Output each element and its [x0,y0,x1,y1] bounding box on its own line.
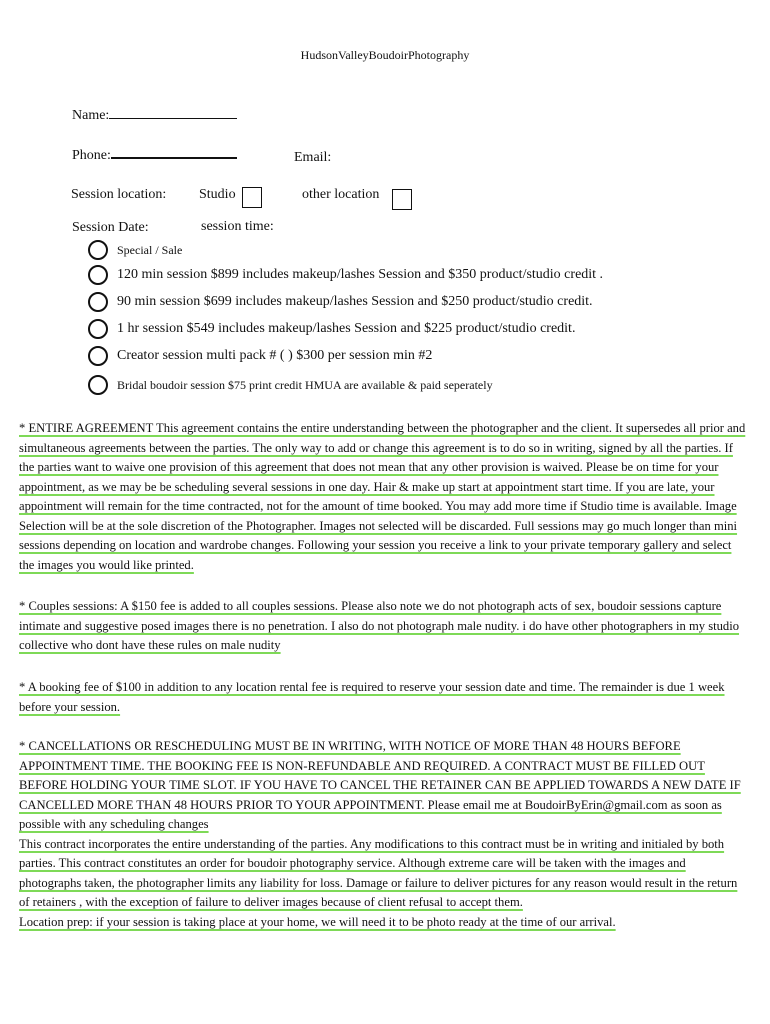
page-title: HudsonValleyBoudoirPhotography [300,48,470,62]
option-label: 1 hr session $549 includes makeup/lashes Session and $225 product/studio credit. [117,321,576,336]
phone-label: Phone: [72,148,111,163]
option-label: 90 min session $699 includes makeup/lashes Session and $250 product/studio credit. [117,294,593,309]
option-label: Creator session multi pack # ( ) $300 per session min #2 [117,348,433,363]
booking-fee-paragraph [19,678,749,717]
option-90-min[interactable] [88,292,593,312]
studio-label: Studio [199,187,236,202]
session-time-label: session time: [201,219,274,234]
contract-text: This contract incorporates the entire understanding of the parties. Any modifications to this contract must be in writing and initialed by both parties. This contract constitutes an order for boudoir photography service. Although extreme care will be taken with the images and photographs taken, the photographer limits any liability for loss. Damage or failure to deliver pictures for any reason would result in the return of retainers , with the exception of failure to deliver images because of client refusal to accept them. [19,836,738,909]
other-location-label: other location [302,187,380,202]
option-120-min[interactable] [88,265,603,285]
option-bridal-boudoir[interactable] [88,375,493,395]
couples-paragraph [19,597,749,656]
name-field[interactable] [72,106,237,124]
radio-circle[interactable] [88,240,108,260]
radio-circle[interactable] [88,375,108,395]
session-date-label: Session Date: [72,220,149,235]
option-label: 120 min session $899 includes makeup/lashes Session and $350 product/studio credit . [117,267,604,282]
email-label: Email: [294,150,332,165]
couples-text: * Couples sessions: A $150 fee is added to all couples sessions. Please also note we do not photograph acts of sex, boudoir sessions capture intimate and suggestive posed images there is no penetration. I also do not photograph male nudity. i do have other photographers in my studio collective who dont have these rules on male nudity [19,599,740,652]
cancellations-paragraph [19,737,749,932]
session-location-label: Session location: [71,187,167,202]
option-special-sale[interactable] [88,240,182,260]
option-creator-multi-pack[interactable] [88,346,432,366]
option-label: Special / Sale [117,242,183,257]
location-prep-text: Location prep: if your session is taking place at your home, we will need it to be photo ready at the time of our arrival. [19,914,616,929]
other-location-checkbox[interactable] [392,189,412,210]
phone-line[interactable] [111,145,237,159]
option-label: Bridal boudoir session $75 print credit HMUA are available & paid seperately [117,377,493,392]
option-1-hr[interactable] [88,319,575,339]
radio-circle[interactable] [88,292,108,312]
entire-agreement-paragraph [19,419,749,575]
name-label: Name: [72,108,110,123]
radio-circle[interactable] [88,346,108,366]
radio-circle[interactable] [88,319,108,339]
radio-circle[interactable] [88,265,108,285]
phone-field[interactable] [72,145,237,164]
booking-fee-text: * A booking fee of $100 in addition to any location rental fee is required to reserve your session date and time. The remainder is due 1 week before your session. [19,680,725,714]
name-line[interactable] [109,106,237,119]
cancellations-text: * CANCELLATIONS OR RESCHEDULING MUST BE IN WRITING, WITH NOTICE OF MORE THAN 48 HOURS BEFORE APPOINTMENT TIME. THE BOOKING FEE IS NON-REFUNDABLE AND REQUIRED. A CONTRACT MUST BE FILLED OUT BEFORE HOLDING YOUR TIME SLOT. IF YOU HAVE TO CANCEL THE RETAINER CAN BE APPLIED TOWARDS A NEW DATE IF CANCELLED MORE THAN 48 HOURS PRIOR TO YOUR APPOINTMENT. Please email me at BoudoirByErin@gmail.com as soon as possible with any scheduling changes [19,739,741,831]
entire-agreement-text: * ENTIRE AGREEMENT This agreement contains the entire understanding between the photographer and the client. It supersedes all prior and simultaneous agreements between the parties. The only way to add or change this agreement is to do so in writing, signed by all the parties. If the parties want to waive one provision of this agreement that does not mean that any other provision is waived. Please be on time for your appointment, as we may be be scheduling several sessions in one day. Hair & make up start at appointment start time. If you are late, your appointment will remain for the time contracted, not for the amount of time booked. You may add more time if Studio time is available. Image Selection will be at the sole discretion of the Photographer. Images not selected will be discarded. Full sessions may go much longer than mini sessions depending on location and wardrobe changes. Following your session you receive a link to your private temporary gallery and select the images you would like printed. [19,421,746,572]
studio-checkbox[interactable] [242,187,262,208]
